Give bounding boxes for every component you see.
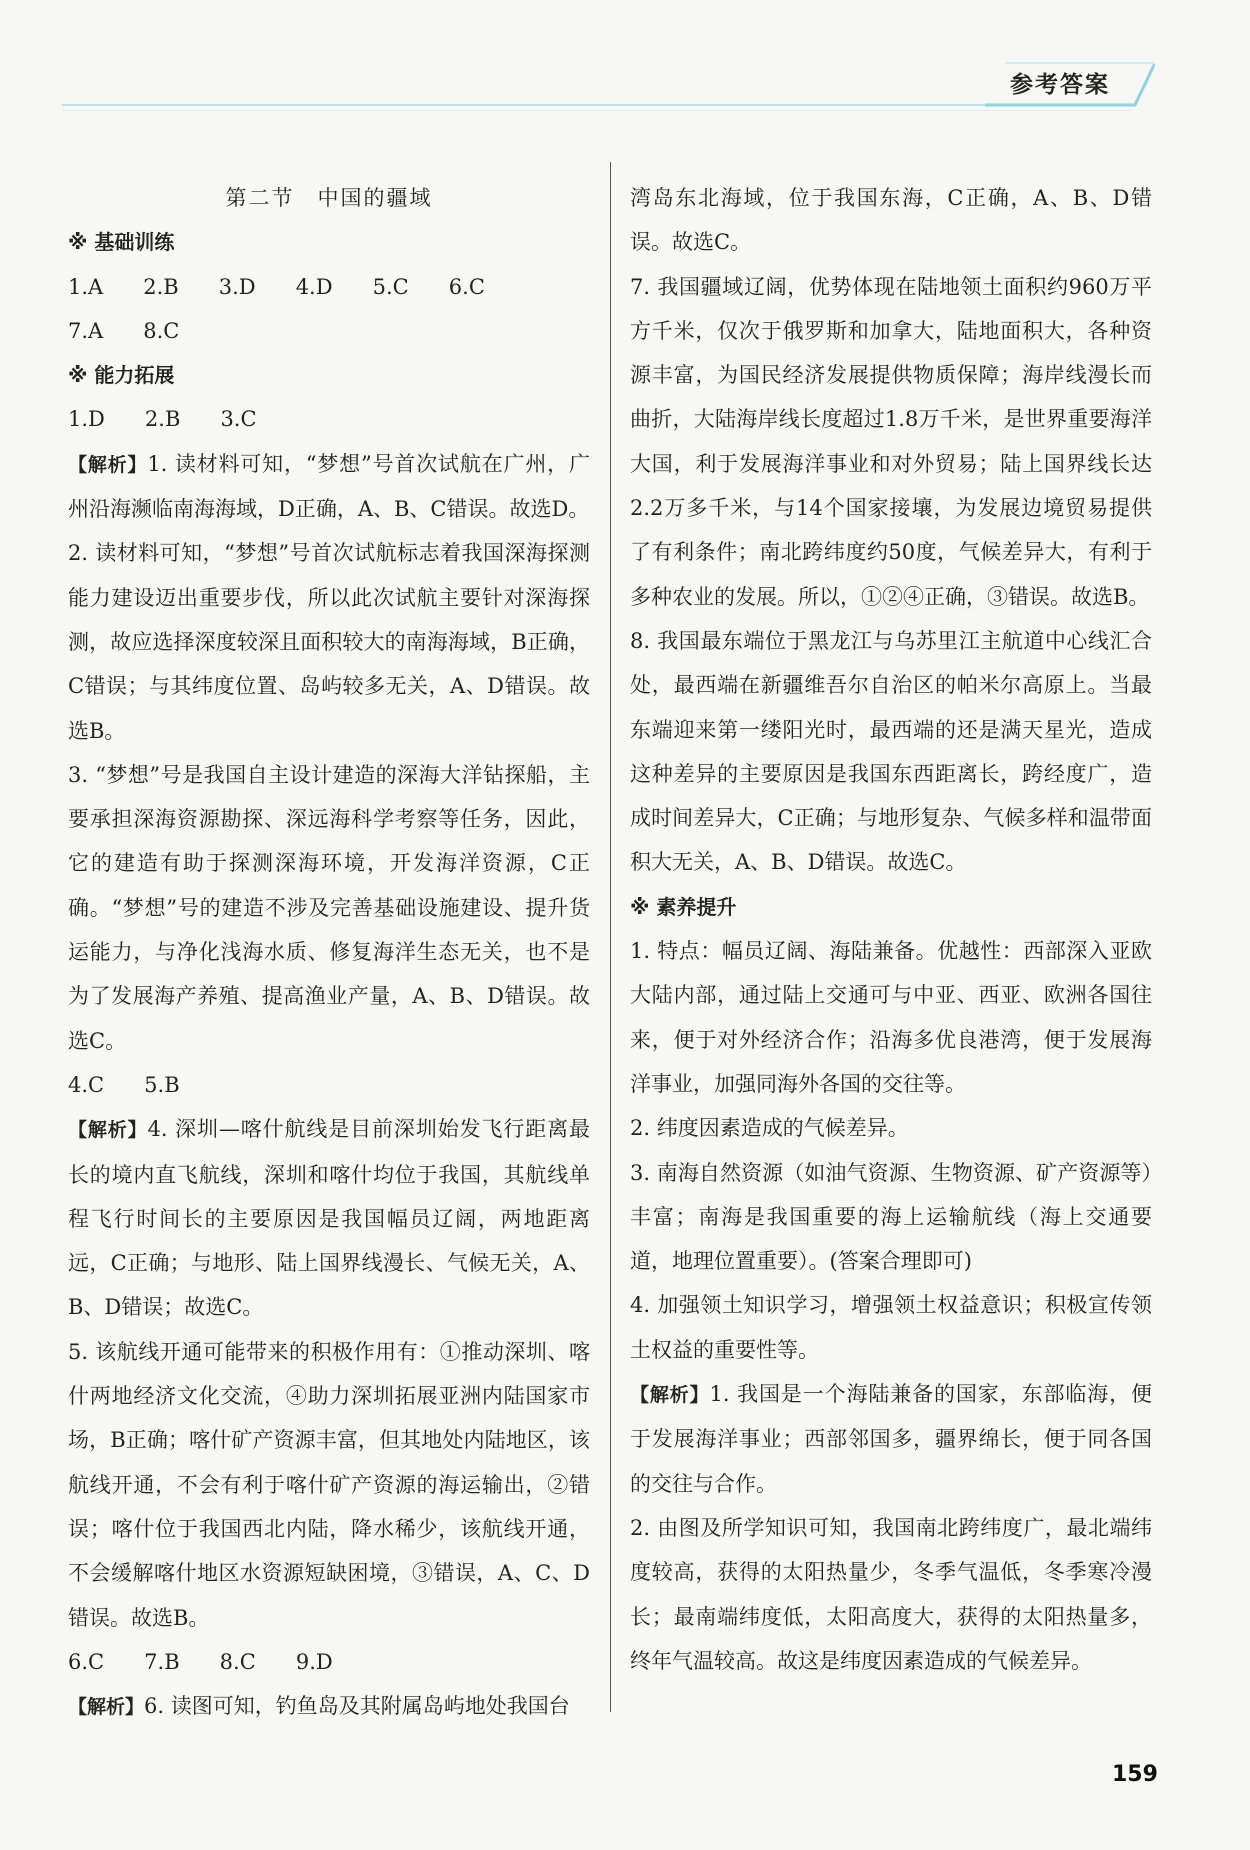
section-title: 第二节 中国的疆域 xyxy=(225,186,433,210)
left-column xyxy=(68,176,590,1729)
explanation-paragraph: 【解析】4. 深圳—喀什航线是目前深圳始发飞行距离最长的境内直飞航线，深圳和喀什均位于我国，其航线单程飞行时间长的主要原因是我国幅员辽阔，两地距离远，C正确；与地形、陆上国界线漫长、气候无关，A、B、D错误；故选C。 xyxy=(68,1117,590,1320)
column-divider xyxy=(610,162,611,1712)
heading-ability-extension: ※ 能力拓展 xyxy=(68,363,175,388)
explanation-paragraph: 【解析】6. 读图可知，钓鱼岛及其附属岛屿地处我国台 xyxy=(68,1694,570,1719)
answer-row: 7.A 8.C xyxy=(68,318,180,343)
heading-literacy-improvement: ※ 素养提升 xyxy=(630,894,737,919)
answer-row: 4.C 5.B xyxy=(68,1072,180,1097)
heading-basic-training: ※ 基础训练 xyxy=(68,230,175,255)
explanation-paragraph: 2. 由图及所学知识可知，我国南北跨纬度广，最北端纬度较高，获得的太阳热量少，冬季气温低，冬季寒冷漫长；最南端纬度低，太阳高度大，获得的太阳热量多，终年气温较高。故这是纬度因素造成的气候差异。 xyxy=(630,1515,1152,1673)
answer-paragraph: 2. 纬度因素造成的气候差异。 xyxy=(630,1116,909,1141)
explanation-paragraph: 2. 读材料可知，“梦想”号首次试航标志着我国深海探测能力建设迈出重要步伐，所以此次试航主要针对深海探测，故应选择深度较深且面积较大的南海海域，B正确，C错误；与其纬度位置、岛屿较多无关，A、D错误。故选B。 xyxy=(68,541,590,743)
explanation-paragraph: 湾岛东北海域，位于我国东海，C正确，A、B、D错误。故选C。 xyxy=(630,186,1152,255)
answer-paragraph: 1. 特点：幅员辽阔、海陆兼备。优越性：西部深入亚欧大陆内部，通过陆上交通可与中亚、西亚、欧洲各国往来，便于对外经济合作；沿海多优良港湾，便于发展海洋事业，加强同海外各国的交往等。 xyxy=(630,939,1152,1096)
explanation-label: 【解析】 xyxy=(68,1696,145,1719)
explanation-label: 【解析】 xyxy=(68,453,148,476)
answer-row: 6.C 7.B 8.C 9.D xyxy=(68,1649,333,1674)
explanation-paragraph: 8. 我国最东端位于黑龙江与乌苏里江主航道中心线汇合处，最西端在新疆维吾尔自治区的帕米尔高原上。当最东端迎来第一缕阳光时，最西端的还是满天星光，造成这种差异的主要原因是我国东西距离长，跨经度广，造成时间差异大，C正确；与地形复杂、气候多样和温带面积大无关，A、B、D错误。故选C。 xyxy=(630,628,1152,875)
explanation-paragraph: 5. 该航线开通可能带来的积极作用有：①推动深圳、喀什两地经济文化交流，④助力深圳拓展亚洲内陆国家市场，B正确；喀什矿产资源丰富，但其地处内陆地区，该航线开通，不会有利于喀什矿产资源的海运输出，②错误；喀什位于我国西北内陆，降水稀少，该航线开通，不会缓解喀什地区水资源短缺困境，③错误，A、C、D错误。故选B。 xyxy=(68,1339,590,1630)
page-number: 159 xyxy=(1112,1762,1158,1787)
explanation-paragraph: 【解析】1. 读材料可知，“梦想”号首次试航在广州，广州沿海濒临南海海域，D正确，A、B、C错误。故选D。 xyxy=(68,451,590,522)
header-line-thin xyxy=(62,110,1132,111)
explanation-label: 【解析】 xyxy=(68,1119,148,1142)
answer-row: 1.D 2.B 3.C xyxy=(68,407,257,432)
header-title: 参考答案 xyxy=(1010,72,1110,98)
explanation-label: 【解析】 xyxy=(630,1384,710,1407)
answer-row: 1.A 2.B 3.D 4.D 5.C 6.C xyxy=(68,274,485,299)
answer-paragraph: 4. 加强领土知识学习，增强领土权益意识；积极宣传领土权益的重要性等。 xyxy=(630,1293,1152,1362)
answer-paragraph: 3. 南海自然资源（如油气资源、生物资源、矿产资源等）丰富；南海是我国重要的海上运输航线（海上交通要道，地理位置重要）。(答案合理即可) xyxy=(630,1160,1152,1274)
header-line xyxy=(62,104,1132,106)
explanation-paragraph: 3. “梦想”号是我国自主设计建造的深海大洋钻探船，主要承担深海资源勘探、深远海科学考察等任务，因此，它的建造有助于探测深海环境，开发海洋资源，C正确。“梦想”号的建造不涉及完善基础设施建设、提升货运能力，与净化浅海水质、修复海洋生态无关，也不是为了发展海产养殖、提高渔业产量，A、B、D错误。故选C。 xyxy=(68,762,590,1053)
explanation-paragraph: 【解析】1. 我国是一个海陆兼备的国家，东部临海，便于发展海洋事业；西部邻国多，疆界绵长，便于同各国的交往与合作。 xyxy=(630,1382,1152,1496)
explanation-paragraph: 7. 我国疆域辽阔，优势体现在陆地领土面积约960万平方千米，仅次于俄罗斯和加拿大，陆地面积大，各种资源丰富，为国民经济发展提供物质保障；海岸线漫长而曲折，大陆海岸线长度超过1.8万千米，是世界重要海洋大国，利于发展海洋事业和对外贸易；陆上国界线长达2.2万多千米，与14个国家接壤，为发展边境贸易提供了有利条件；南北跨纬度约50度，气候差异大，有利于多种农业的发展。所以，①②④正确，③错误。故选B。 xyxy=(630,274,1152,609)
right-column xyxy=(630,176,1152,1683)
